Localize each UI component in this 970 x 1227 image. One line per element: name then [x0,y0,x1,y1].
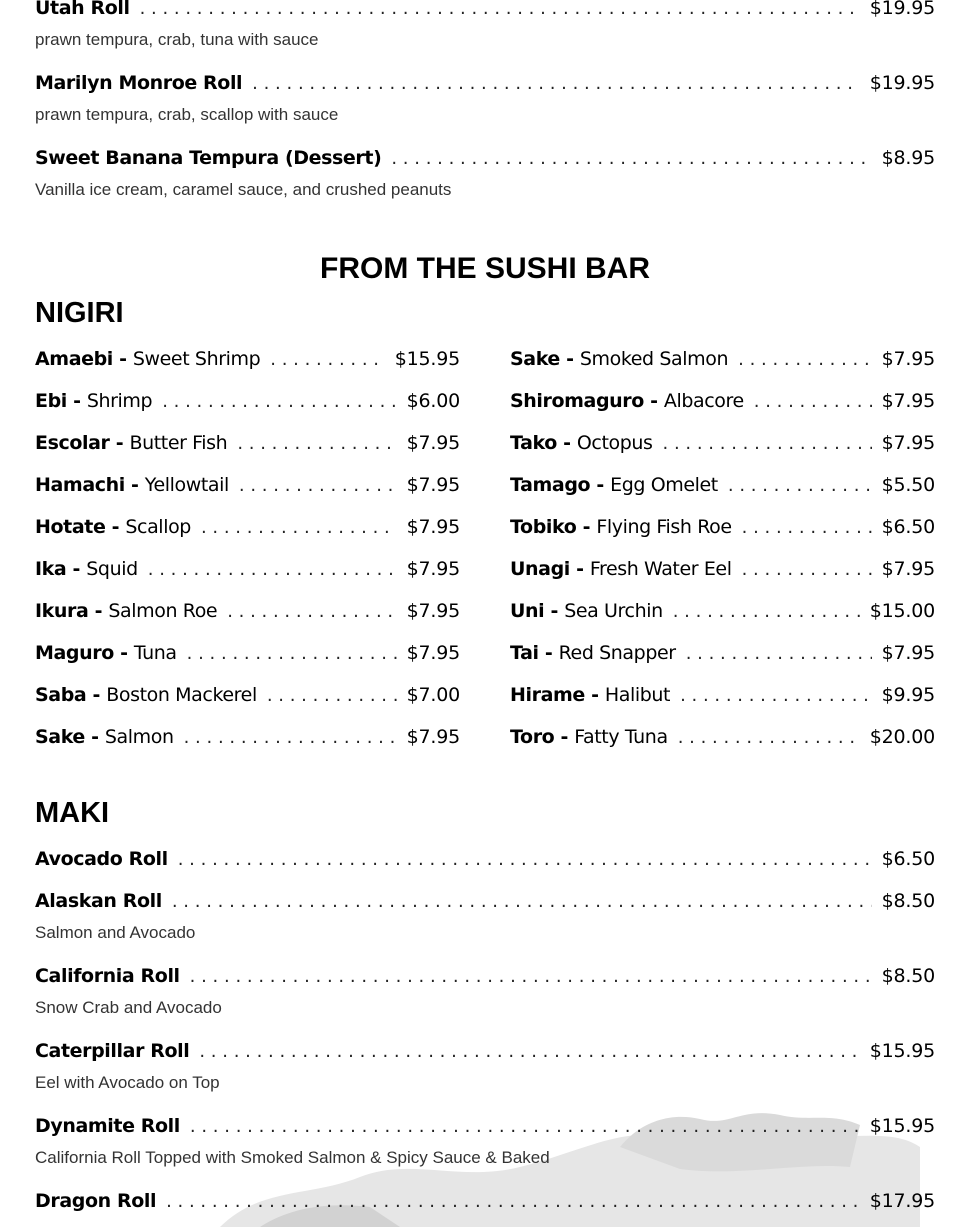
item-price: $7.95 [406,474,460,496]
item-price: $6.50 [881,848,935,870]
nigiri-item [35,716,460,758]
item-english-name: Butter Fish [129,432,228,454]
item-japanese-name: Tamago - [510,474,604,496]
item-price: $7.95 [406,516,460,538]
item-price: $15.00 [869,600,935,622]
item-english-name: Scallop [125,516,191,538]
item-english-name: Flying Fish Roe [596,516,732,538]
item-description: California Roll Topped with Smoked Salmon & Spicy Sauce & Baked [35,1148,550,1167]
item-name [35,548,138,590]
menu-item [35,838,935,880]
item-price: $8.95 [881,147,935,169]
item-name [510,674,670,716]
dot-leader [742,507,872,548]
nigiri-item [35,464,460,506]
dot-leader [742,549,872,590]
item-price: $6.00 [406,390,460,412]
item-price: $19.95 [869,0,935,19]
nigiri-item [510,422,935,464]
nigiri-columns [35,338,935,758]
item-name [35,422,227,464]
item-name [35,464,229,506]
item-description: prawn tempura, crab, tuna with sauce [35,30,319,49]
item-price: $7.95 [881,432,935,454]
dot-leader [190,956,872,997]
item-japanese-name: Unagi - [510,558,584,580]
item-name: Sweet Banana Tempura (Dessert) [35,147,382,169]
item-japanese-name: Tobiko - [510,516,591,538]
item-price: $19.95 [869,72,935,94]
item-japanese-name: Saba - [35,684,101,706]
subsection-title-nigiri: NIGIRI [35,297,124,329]
item-name [510,632,676,674]
item-english-name: Red Snapper [558,642,676,664]
item-japanese-name: Hamachi - [35,474,139,496]
dot-leader [201,507,397,548]
item-name [510,338,728,380]
item-description: Salmon and Avocado [35,923,196,942]
nigiri-item [510,632,935,674]
section-title-sushi-bar: FROM THE SUSHI BAR [320,252,650,285]
nigiri-item [510,674,935,716]
nigiri-item [510,380,935,422]
item-english-name: Fatty Tuna [574,726,668,748]
dot-leader [270,339,384,380]
item-price: $7.00 [406,684,460,706]
dot-leader [678,717,860,758]
item-english-name: Halibut [604,684,671,706]
nigiri-item [510,590,935,632]
item-price: $15.95 [869,1040,935,1062]
dot-leader [673,591,860,632]
item-japanese-name: Toro - [510,726,569,748]
item-english-name: Fresh Water Eel [589,558,732,580]
item-name [510,548,732,590]
item-japanese-name: Hirame - [510,684,599,706]
item-english-name: Egg Omelet [610,474,718,496]
dot-leader [267,675,397,716]
item-price: $7.95 [406,642,460,664]
item-name: Dragon Roll [35,1190,157,1212]
item-price: $17.95 [869,1190,935,1212]
menu-item [35,137,935,212]
specialty-rolls-list [35,0,935,212]
dot-leader [187,633,397,674]
item-price: $7.95 [406,726,460,748]
dot-leader [391,138,871,179]
item-name [35,380,152,422]
item-price: $8.50 [881,965,935,987]
dot-leader [663,423,872,464]
item-price: $7.95 [406,432,460,454]
item-japanese-name: Hotate - [35,516,120,538]
item-english-name: Boston Mackerel [106,684,257,706]
item-name [35,716,174,758]
item-name: California Roll [35,965,180,987]
item-japanese-name: Ika - [35,558,81,580]
dot-leader [166,1181,860,1222]
dot-leader [252,63,860,104]
nigiri-item [510,716,935,758]
nigiri-item [35,338,460,380]
item-name [510,590,663,632]
dot-leader [148,549,397,590]
item-description: Vanilla ice cream, caramel sauce, and crushed peanuts [35,180,452,199]
item-name [510,422,653,464]
nigiri-left-column [35,338,460,758]
maki-list [35,838,935,1222]
item-name: Avocado Roll [35,848,168,870]
menu-item [35,880,935,955]
dot-leader [178,839,872,880]
nigiri-item [510,506,935,548]
item-english-name: Sweet Shrimp [132,348,261,370]
item-name [510,716,668,758]
dot-leader [227,591,396,632]
item-description: Snow Crab and Avocado [35,998,222,1017]
menu-item [35,62,935,137]
item-name [35,632,177,674]
item-english-name: Smoked Salmon [579,348,729,370]
item-name: Caterpillar Roll [35,1040,190,1062]
item-english-name: Shrimp [86,390,153,412]
item-name [510,506,732,548]
item-english-name: Albacore [663,390,744,412]
item-price: $7.95 [881,348,935,370]
item-price: $20.00 [869,726,935,748]
dot-leader [728,465,872,506]
item-price: $8.50 [881,890,935,912]
dot-leader [184,717,397,758]
item-japanese-name: Escolar - [35,432,124,454]
item-description: Eel with Avocado on Top [35,1073,220,1092]
item-english-name: Tuna [133,642,177,664]
item-japanese-name: Maguro - [35,642,128,664]
item-english-name: Yellowtail [144,474,229,496]
menu-item [35,0,935,62]
nigiri-item [35,422,460,464]
subsection-title-maki: MAKI [35,797,110,829]
item-name: Utah Roll [35,0,130,19]
nigiri-right-column [510,338,935,758]
menu-item [35,955,935,1030]
dot-leader [738,339,871,380]
nigiri-item [510,464,935,506]
item-english-name: Sea Urchin [564,600,663,622]
nigiri-item [35,548,460,590]
item-name: Dynamite Roll [35,1115,180,1137]
menu-item [35,1105,935,1180]
item-japanese-name: Shiromaguro - [510,390,658,412]
item-price: $15.95 [394,348,460,370]
item-english-name: Salmon Roe [108,600,218,622]
nigiri-item [510,548,935,590]
dot-leader [162,381,396,422]
item-price: $7.95 [881,642,935,664]
dot-leader [239,465,397,506]
item-japanese-name: Uni - [510,600,558,622]
item-price: $7.95 [881,390,935,412]
nigiri-item [35,506,460,548]
item-name: Marilyn Monroe Roll [35,72,243,94]
dot-leader [680,675,872,716]
dot-leader [140,0,860,29]
item-name [510,380,744,422]
item-price: $7.95 [881,558,935,580]
item-name [35,506,191,548]
item-japanese-name: Tai - [510,642,553,664]
nigiri-item [35,632,460,674]
dot-leader [199,1031,859,1072]
item-name [35,674,257,716]
item-name [510,464,718,506]
item-japanese-name: Sake - [35,726,99,748]
dot-leader [237,423,396,464]
item-japanese-name: Tako - [510,432,571,454]
menu-item [35,1030,935,1105]
nigiri-item [35,590,460,632]
dot-leader [686,633,872,674]
item-japanese-name: Sake - [510,348,574,370]
item-price: $6.50 [881,516,935,538]
item-price: $9.95 [881,684,935,706]
dot-leader [190,1106,860,1147]
item-price: $15.95 [869,1115,935,1137]
item-name [35,338,260,380]
nigiri-item [35,380,460,422]
item-price: $7.95 [406,600,460,622]
item-description: prawn tempura, crab, scallop with sauce [35,105,339,124]
nigiri-item [35,674,460,716]
menu-item [35,1180,935,1222]
item-japanese-name: Amaebi - [35,348,127,370]
item-name: Alaskan Roll [35,890,162,912]
nigiri-item [510,338,935,380]
item-price: $7.95 [406,558,460,580]
dot-leader [754,381,872,422]
item-english-name: Squid [86,558,138,580]
item-english-name: Octopus [576,432,653,454]
item-name [35,590,217,632]
item-japanese-name: Ebi - [35,390,81,412]
item-english-name: Salmon [104,726,174,748]
item-japanese-name: Ikura - [35,600,103,622]
dot-leader [172,881,872,922]
item-price: $5.50 [881,474,935,496]
